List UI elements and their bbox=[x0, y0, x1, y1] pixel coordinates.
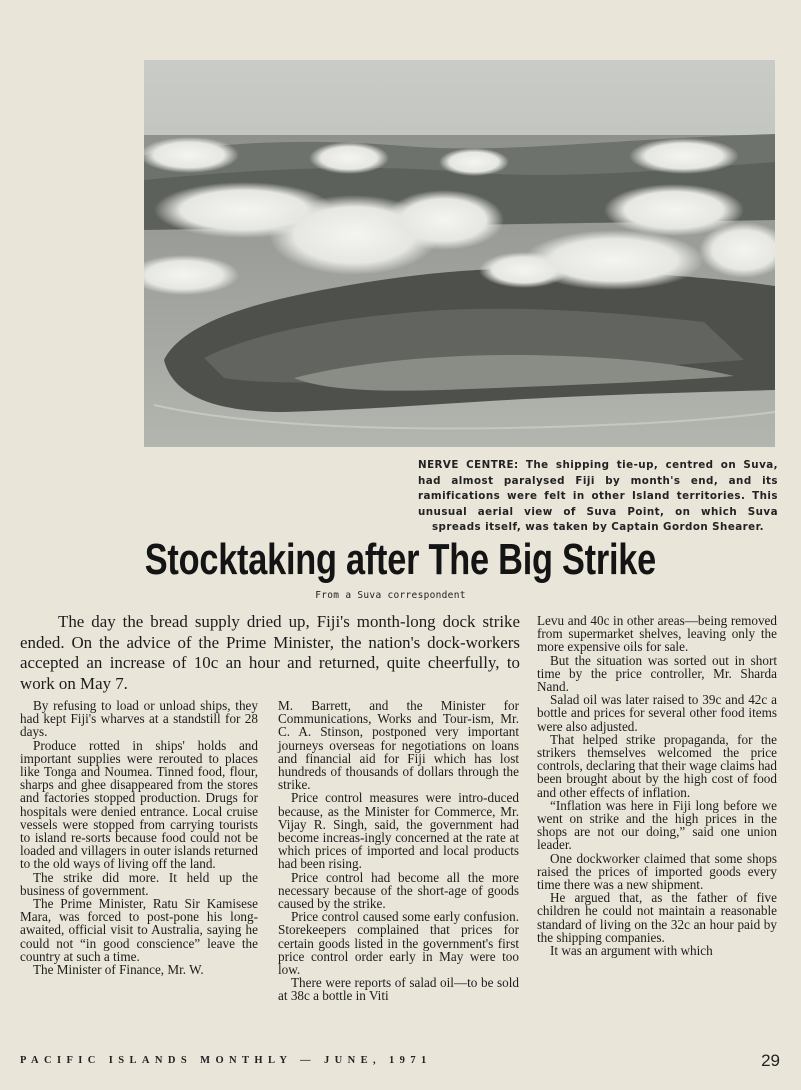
column-1 bbox=[20, 699, 258, 976]
paragraph: The Prime Minister, Ratu Sir Kamisese Mara, was forced to post-pone his long-awaited, official visit to Australia, saying he could not “in good conscience” leave the country at such a time. bbox=[20, 896, 258, 964]
aerial-photo-graphic bbox=[144, 60, 775, 447]
paragraph: Price control had become all the more necessary because of the short-age of goods caused by the strike. bbox=[278, 869, 519, 912]
byline: From a Suva correspondent bbox=[315, 590, 466, 601]
aerial-photo bbox=[144, 60, 775, 447]
paragraph: But the situation was sorted out in short time by the price controller, Mr. Sharda Nand. bbox=[537, 652, 777, 695]
paragraph: Produce rotted in ships' holds and important supplies were rerouted to places like Tonga and Noumea. Tinned food, flour, sharps and ghee disappeared from the stores and factories stopped production. Drugs for hospitals were denied entrance. Local cruise vessels were stopped from carrying tourists to island re-sorts because food could not be loaded and villagers in outer islands returned to the old ways of living off the land. bbox=[20, 737, 258, 872]
lead-text: The day the bread supply dried up, Fiji's month-long dock strike ended. On the advice of the Prime Minister, the nation's dock-workers accepted an increase of 10c an hour and returned, quite cheerfully, to work on May 7. bbox=[20, 612, 520, 693]
page-footer bbox=[20, 1051, 780, 1073]
paragraph: Price control measures were intro-duced because, as the Minister for Commerce, Mr. Vijay R. Singh, said, the government had become increas-ingly concerned at the rate at which prices of imported and local products had been rising. bbox=[278, 790, 519, 872]
paragraph: One dockworker claimed that some shops raised the prices of imported goods every time there was a new shipment. bbox=[537, 850, 777, 893]
paragraph: Levu and 40c in other areas—being removed from supermarket shelves, leaving only the more expensive oils for sale. bbox=[537, 613, 777, 655]
paragraph: There were reports of salad oil—to be sold at 38c a bottle in Viti bbox=[278, 975, 519, 1004]
paragraph: That helped strike propaganda, for the strikers themselves welcomed the price controls, declaring that their wage claims had been brought about by the high cost of food and other effects of inflation. bbox=[537, 731, 777, 800]
photo-caption: NERVE CENTRE: The shipping tie-up, centred on Suva, had almost paralysed Fiji by month's end, and its ramifications were felt in other Island territories. This unusual aerial view of Suva Point, on which Suva spreads itself, was taken by Captain Gordon Shearer. bbox=[418, 459, 778, 534]
column-3 bbox=[537, 614, 777, 957]
paragraph: M. Barrett, and the Minister for Communications, Works and Tour-ism, Mr. C. A. Stinson, postponed very important journeys overseas for negotiations on loans and financial aid for Fiji which has lost hundreds of thousands of dollars through the strike. bbox=[278, 698, 519, 793]
paragraph: The strike did more. It held up the business of government. bbox=[20, 869, 258, 898]
page-number: 29 bbox=[761, 1051, 780, 1070]
paragraph: “Inflation was here in Fiji long before we went on strike and the high prices in the shops are not our doing,” said one union leader. bbox=[537, 797, 777, 853]
paragraph: Price control caused some early confusion. Storekeepers complained that prices for certain goods listed in the government's first price control order early in May were too low. bbox=[278, 909, 519, 978]
running-title: PACIFIC ISLANDS MONTHLY — JUNE, 1971 bbox=[20, 1055, 432, 1066]
paragraph: Salad oil was later raised to 39c and 42c a bottle and prices for several other food items were also adjusted. bbox=[537, 692, 777, 734]
paragraph: By refusing to load or unload ships, they had kept Fiji's wharves at a standstill for 28 days. bbox=[20, 698, 258, 740]
article-headline: Stocktaking after The Big Strike bbox=[144, 535, 657, 584]
paragraph: The Minister of Finance, Mr. W. bbox=[33, 962, 204, 978]
paragraph: It was an argument with which bbox=[550, 943, 713, 959]
paragraph: He argued that, as the father of five children he could not maintain a reasonable standard of living on the 32c an hour paid by the shipping companies. bbox=[537, 890, 777, 945]
column-2 bbox=[278, 699, 519, 1003]
lead-paragraph bbox=[20, 612, 520, 694]
